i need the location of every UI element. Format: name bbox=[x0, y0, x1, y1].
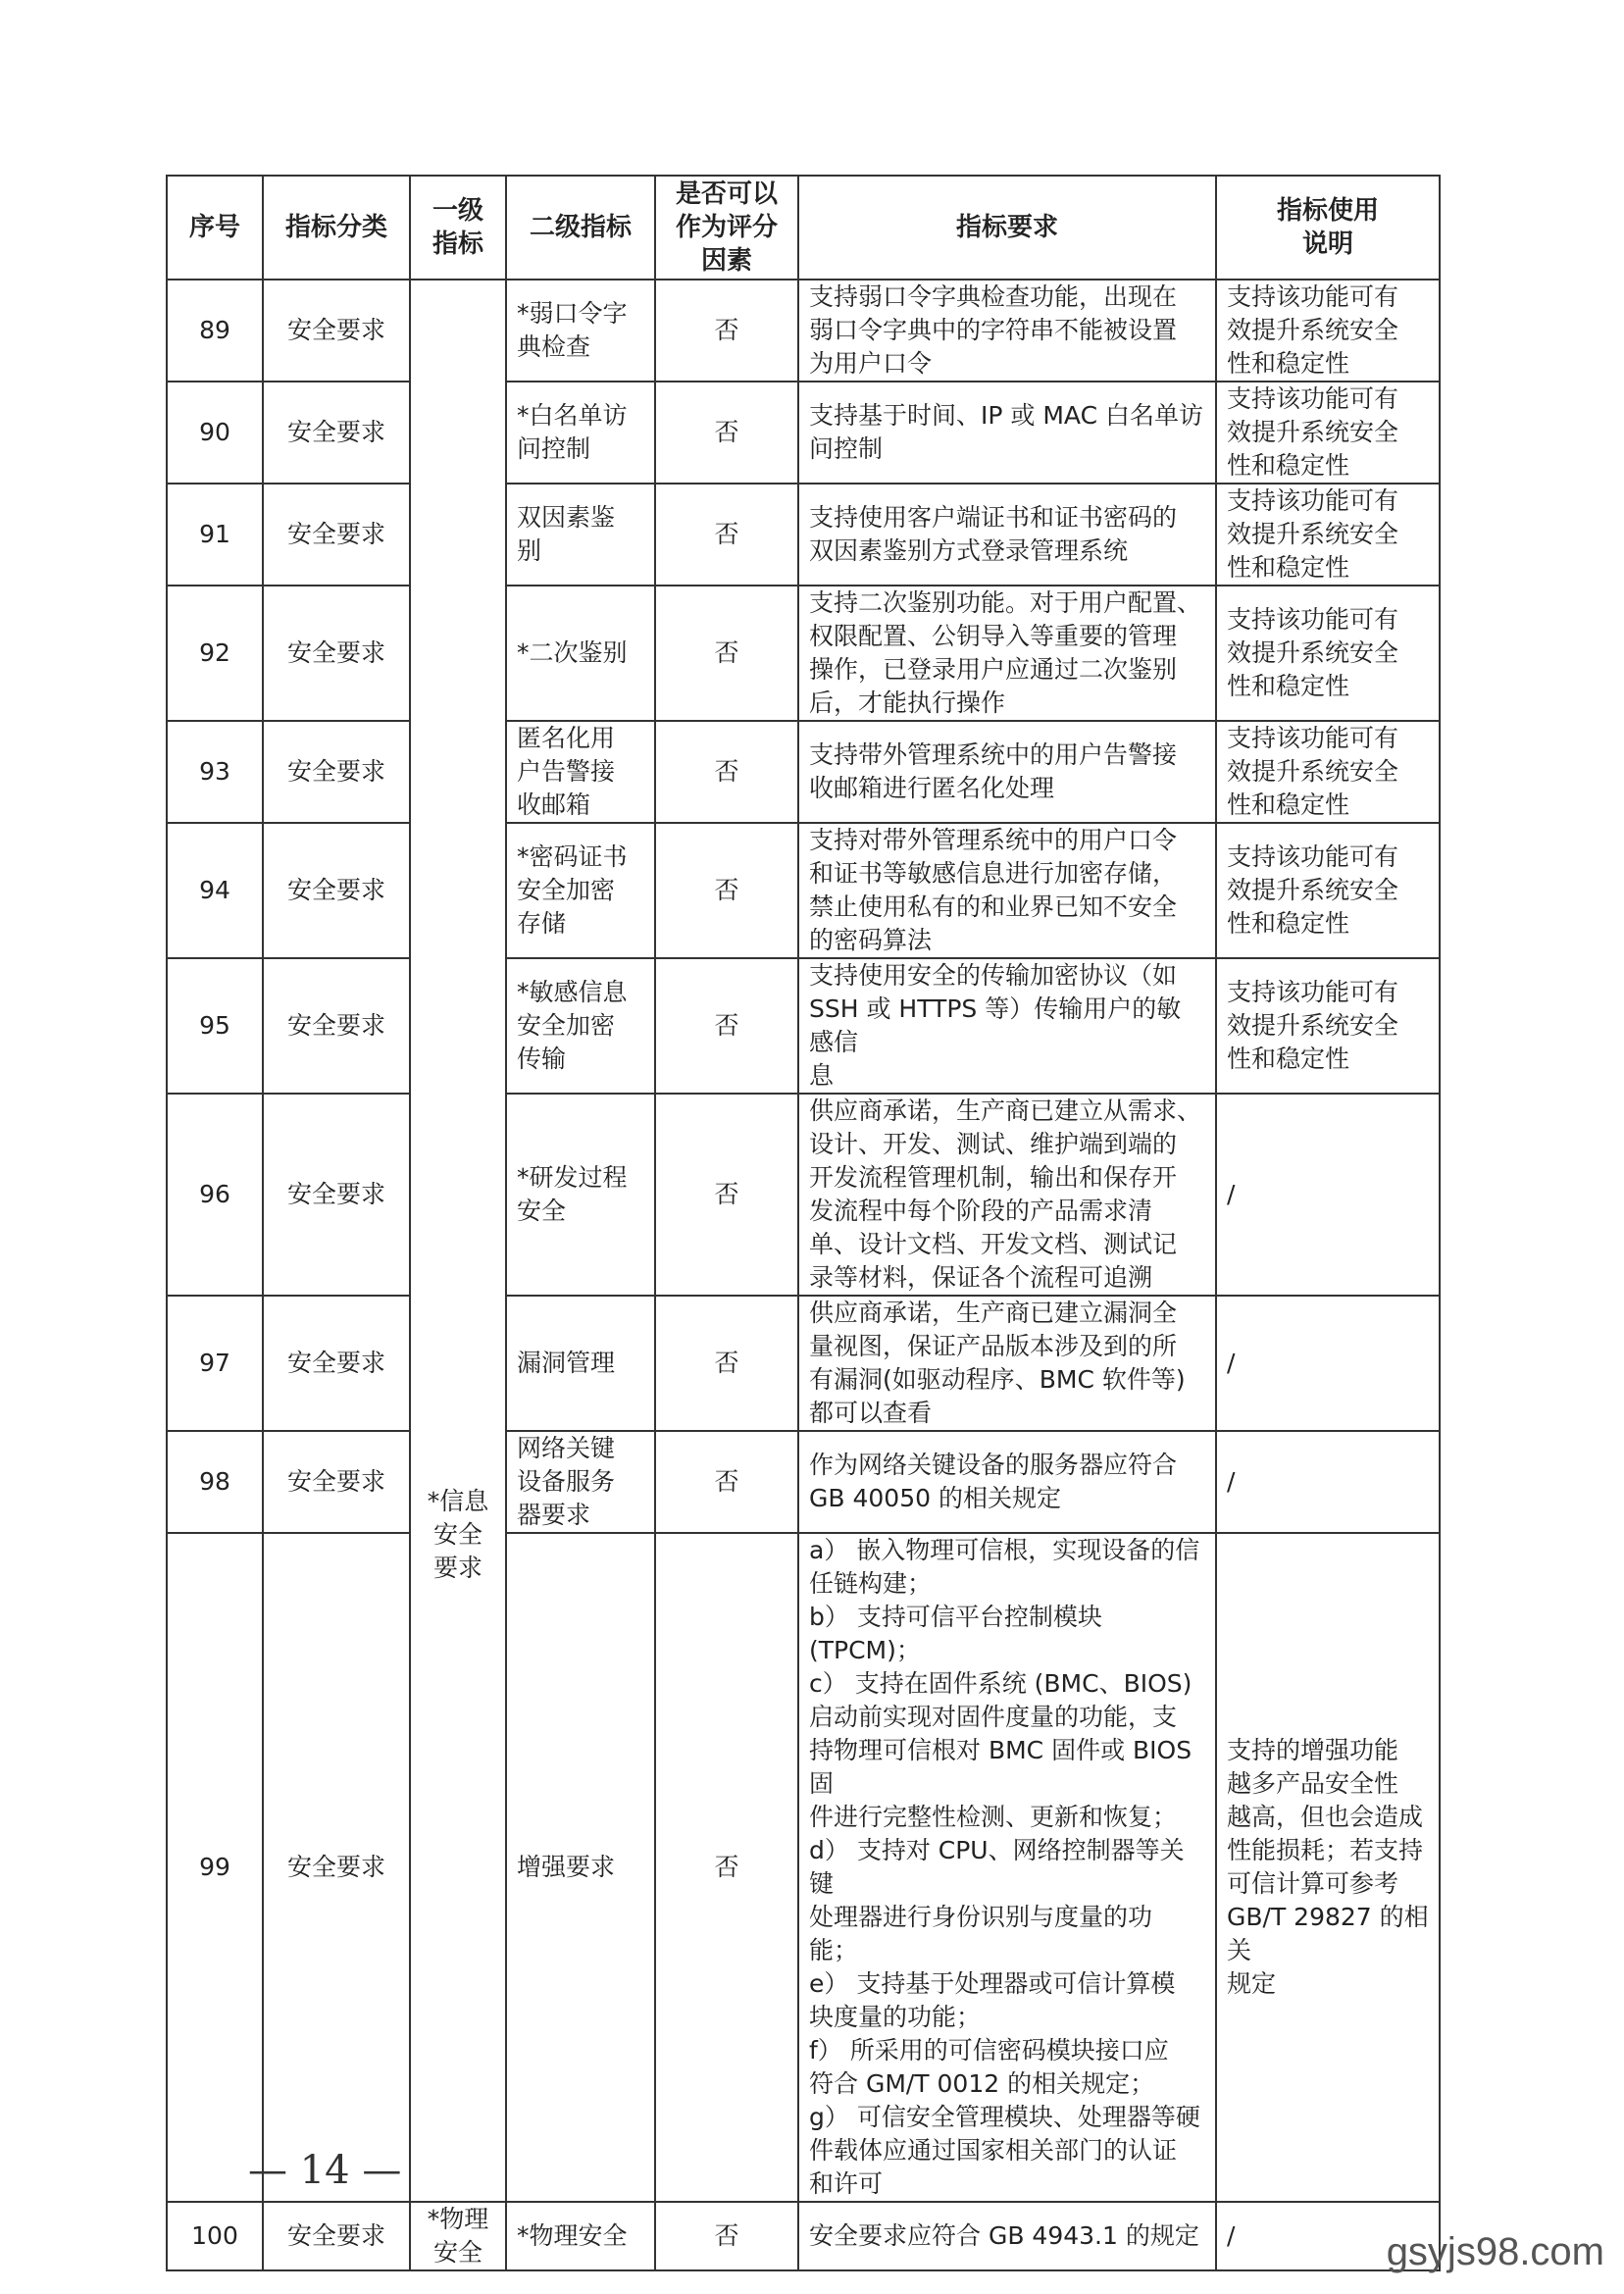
row-requirement: 安全要求应符合 GB 4943.1 的规定 bbox=[798, 2202, 1216, 2270]
row-level2: 漏洞管理 bbox=[506, 1296, 655, 1431]
row-note: 支持该功能可有 效提升系统安全 性和稳定性 bbox=[1216, 958, 1440, 1094]
row-level2: *二次鉴别 bbox=[506, 586, 655, 721]
row-scoring: 否 bbox=[655, 721, 798, 823]
row-requirement: 支持对带外管理系统中的用户口令 和证书等敏感信息进行加密存储， 禁止使用私有的和业界已知不安全 的密码算法 bbox=[798, 823, 1216, 958]
table-row bbox=[167, 586, 1440, 721]
table-row bbox=[167, 823, 1440, 958]
row-num: 97 bbox=[167, 1296, 263, 1431]
row-level2: 匿名化用 户告警接 收邮箱 bbox=[506, 721, 655, 823]
row-note: / bbox=[1216, 1296, 1440, 1431]
row-num: 89 bbox=[167, 280, 263, 382]
row-category: 安全要求 bbox=[263, 586, 410, 721]
row-category: 安全要求 bbox=[263, 280, 410, 382]
table-row bbox=[167, 1296, 1440, 1431]
header-row bbox=[167, 176, 1440, 280]
row-category: 安全要求 bbox=[263, 721, 410, 823]
row-level2: *白名单访 问控制 bbox=[506, 382, 655, 484]
header-num: 序号 bbox=[167, 176, 263, 280]
table-row bbox=[167, 1533, 1440, 2202]
header-level1: 一级 指标 bbox=[410, 176, 506, 280]
row-scoring: 否 bbox=[655, 1094, 798, 1296]
table-row bbox=[167, 484, 1440, 586]
row-note: 支持该功能可有 效提升系统安全 性和稳定性 bbox=[1216, 484, 1440, 586]
row-note: 支持该功能可有 效提升系统安全 性和稳定性 bbox=[1216, 280, 1440, 382]
row-requirement: 供应商承诺，生产商已建立从需求、 设计、开发、测试、维护端到端的 开发流程管理机制，输出和保存开 发流程中每个阶段的产品需求清 单、设计文档、开发文档、测试记 录等材料，保证各个流程可追溯 bbox=[798, 1094, 1216, 1296]
row-requirement: 支持二次鉴别功能。对于用户配置、 权限配置、公钥导入等重要的管理 操作，已登录用户应通过二次鉴别 后，才能执行操作 bbox=[798, 586, 1216, 721]
row-category: 安全要求 bbox=[263, 1431, 410, 1533]
row-num: 98 bbox=[167, 1431, 263, 1533]
header-level2: 二级指标 bbox=[506, 176, 655, 280]
row-category: 安全要求 bbox=[263, 1533, 410, 2202]
row-category: 安全要求 bbox=[263, 1094, 410, 1296]
row-requirement: 支持使用客户端证书和证书密码的 双因素鉴别方式登录管理系统 bbox=[798, 484, 1216, 586]
row-requirement: 作为网络关键设备的服务器应符合 GB 40050 的相关规定 bbox=[798, 1431, 1216, 1533]
row-level2: *敏感信息 安全加密 传输 bbox=[506, 958, 655, 1094]
row-category: 安全要求 bbox=[263, 484, 410, 586]
row-num: 95 bbox=[167, 958, 263, 1094]
row-num: 92 bbox=[167, 586, 263, 721]
row-scoring: 否 bbox=[655, 2202, 798, 2270]
row-level2: *物理安全 bbox=[506, 2202, 655, 2270]
table-row bbox=[167, 382, 1440, 484]
row-level2: 双因素鉴 别 bbox=[506, 484, 655, 586]
row-scoring: 否 bbox=[655, 958, 798, 1094]
level1-cell: *物理 安全 bbox=[410, 2202, 506, 2270]
row-category: 安全要求 bbox=[263, 958, 410, 1094]
row-scoring: 否 bbox=[655, 1296, 798, 1431]
row-note: 支持的增强功能 越多产品安全性 越高，但也会造成 性能损耗；若支持 可信计算可参考 GB/T 29827 的相关 规定 bbox=[1216, 1533, 1440, 2202]
row-note: 支持该功能可有 效提升系统安全 性和稳定性 bbox=[1216, 382, 1440, 484]
table-row bbox=[167, 958, 1440, 1094]
row-num: 94 bbox=[167, 823, 263, 958]
row-num: 100 bbox=[167, 2202, 263, 2270]
row-level2: *弱口令字 典检查 bbox=[506, 280, 655, 382]
row-num: 90 bbox=[167, 382, 263, 484]
indicator-table bbox=[166, 175, 1441, 2271]
row-scoring: 否 bbox=[655, 484, 798, 586]
row-category: 安全要求 bbox=[263, 823, 410, 958]
row-scoring: 否 bbox=[655, 1431, 798, 1533]
table-row bbox=[167, 280, 1440, 382]
page-number: — 14 — bbox=[248, 2148, 402, 2193]
row-note: / bbox=[1216, 1431, 1440, 1533]
row-requirement: a） 嵌入物理可信根，实现设备的信 任链构建； b） 支持可信平台控制模块(TPCM)； c） 支持在固件系统 (BMC、BIOS) 启动前实现对固件度量的功能，支 持物理可信根对 BMC 固件或 BIOS 固 件进行完整性检测、更新和恢复； d） 支持对 CPU、网络控制器等关键 处理器进行身份识别与度量的功 能； e） 支持基于处理器或可信计算模 块度量的功能； f） 所采用的可信密码模块接口应 符合 GM/T 0012 的相关规定； g） 可信安全管理模块、处理器等硬 件载体应通过国家相关部门的认证 和许可 bbox=[798, 1533, 1216, 2202]
row-note: 支持该功能可有 效提升系统安全 性和稳定性 bbox=[1216, 721, 1440, 823]
table-row bbox=[167, 2202, 1440, 2270]
table-row bbox=[167, 1094, 1440, 1296]
row-requirement: 支持使用安全的传输加密协议（如 SSH 或 HTTPS 等）传输用户的敏感信 息 bbox=[798, 958, 1216, 1094]
row-note: 支持该功能可有 效提升系统安全 性和稳定性 bbox=[1216, 823, 1440, 958]
row-num: 91 bbox=[167, 484, 263, 586]
row-category: 安全要求 bbox=[263, 382, 410, 484]
row-level2: *研发过程 安全 bbox=[506, 1094, 655, 1296]
row-level2: *密码证书 安全加密 存储 bbox=[506, 823, 655, 958]
row-scoring: 否 bbox=[655, 280, 798, 382]
row-num: 96 bbox=[167, 1094, 263, 1296]
row-requirement: 支持基于时间、IP 或 MAC 白名单访 问控制 bbox=[798, 382, 1216, 484]
row-scoring: 否 bbox=[655, 382, 798, 484]
row-note: / bbox=[1216, 1094, 1440, 1296]
row-scoring: 否 bbox=[655, 823, 798, 958]
row-level2: 网络关键 设备服务 器要求 bbox=[506, 1431, 655, 1533]
header-scoring: 是否可以 作为评分 因素 bbox=[655, 176, 798, 280]
row-scoring: 否 bbox=[655, 1533, 798, 2202]
row-category: 安全要求 bbox=[263, 1296, 410, 1431]
row-note: 支持该功能可有 效提升系统安全 性和稳定性 bbox=[1216, 586, 1440, 721]
row-category: 安全要求 bbox=[263, 2202, 410, 2270]
row-requirement: 支持带外管理系统中的用户告警接 收邮箱进行匿名化处理 bbox=[798, 721, 1216, 823]
header-category: 指标分类 bbox=[263, 176, 410, 280]
row-note: / bbox=[1216, 2202, 1440, 2270]
row-num: 93 bbox=[167, 721, 263, 823]
row-scoring: 否 bbox=[655, 586, 798, 721]
row-requirement: 支持弱口令字典检查功能，出现在 弱口令字典中的字符串不能被设置 为用户口令 bbox=[798, 280, 1216, 382]
row-level2: 增强要求 bbox=[506, 1533, 655, 2202]
watermark: gsyjs98.com bbox=[1386, 2230, 1604, 2273]
row-num: 99 bbox=[167, 1533, 263, 2202]
row-requirement: 供应商承诺，生产商已建立漏洞全 量视图，保证产品版本涉及到的所 有漏洞(如驱动程序、BMC 软件等) 都可以查看 bbox=[798, 1296, 1216, 1431]
header-note: 指标使用 说明 bbox=[1216, 176, 1440, 280]
table-row bbox=[167, 721, 1440, 823]
table-row bbox=[167, 1431, 1440, 1533]
header-requirement: 指标要求 bbox=[798, 176, 1216, 280]
level1-cell: *信息 安全 要求 bbox=[410, 280, 506, 2202]
